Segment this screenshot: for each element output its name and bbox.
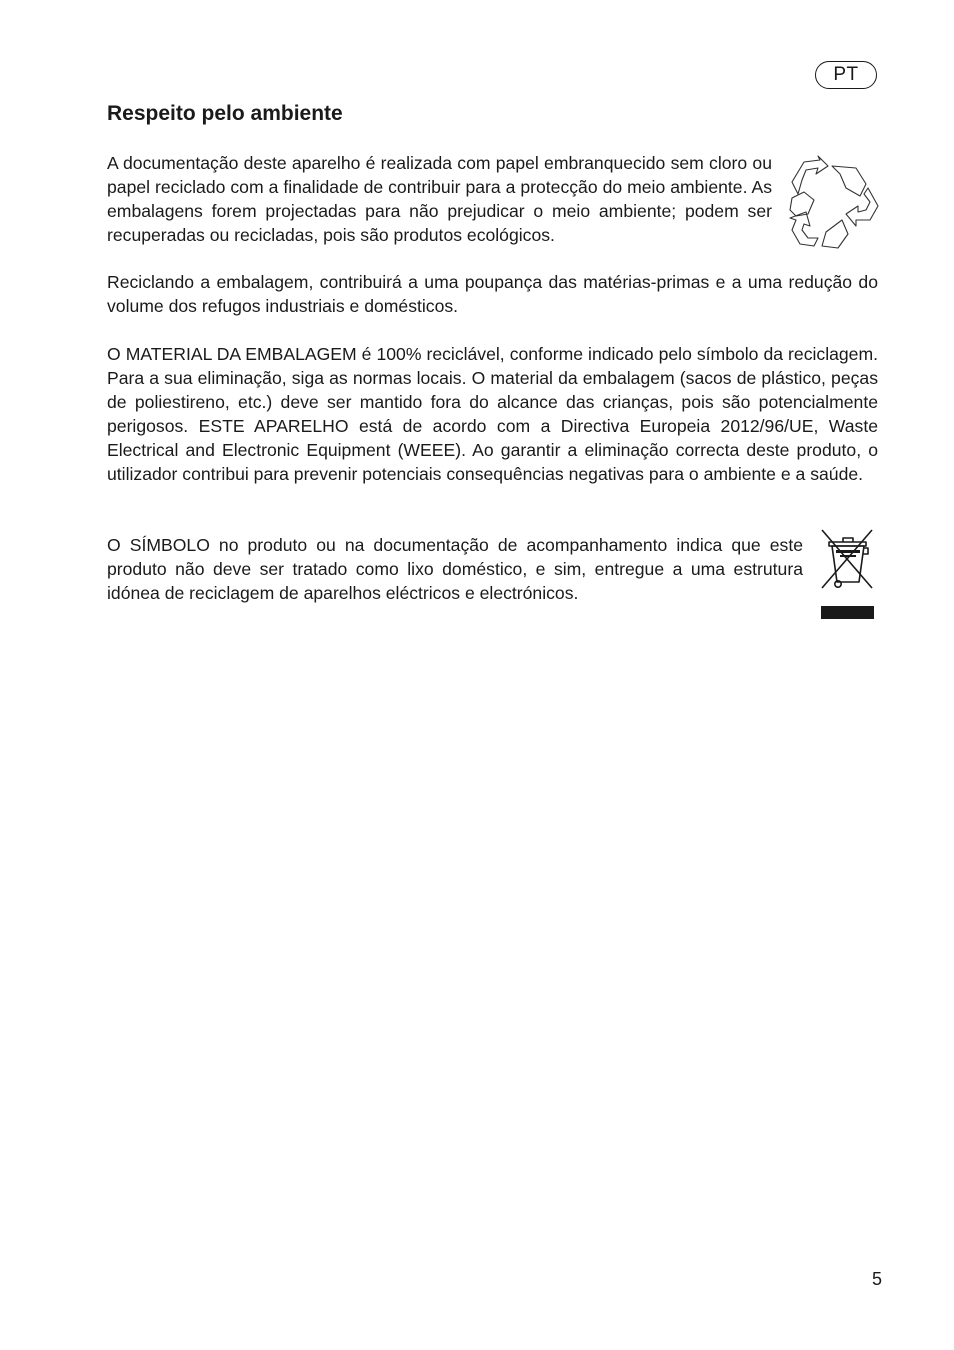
paragraph-packaging: Reciclando a embalagem, contribuirá a uma poupança das matérias-primas e a uma redução do volume dos refugos industriais e domésticos. [107, 272, 878, 316]
paragraph-symbol: O SÍMBOLO no produto ou na documentação de acompanhamento indica que este produto não deve ser tratado como lixo doméstico, e sim, entregue a uma estrutura idónea de reciclagem de aparelhos eléctricos e electrónicos. [107, 535, 803, 603]
paragraph-material: O MATERIAL DA EMBALAGEM é 100% reciclável, conforme indicado pelo símbolo da reciclagem. Para a sua eliminação, siga as normas locais. O material da embalagem (sacos de plástico, peças de poliestireno, etc.) deve ser mantido fora do alcance das crianças, pois são potencialmente perigosos. ESTE APARELHO está de acordo com a Directiva Europeia 2012/96/UE, Waste Electrical and Electronic Equipment (WEEE). Ao garantir a eliminação correcta deste produto, o utilizador contribui para prevenir potenciais consequências negativas para o ambiente e a saúde. [107, 344, 878, 484]
paragraph-documentation: A documentação deste aparelho é realizada com papel embranquecido sem cloro ou papel reciclado com a finalidade de contribuir para a protecção do meio ambiente. As embalagens forem projectadas para não prejudicar o meio ambiente; podem ser recuperadas ou recicladas, pois são produtos ecológicos. [107, 153, 772, 245]
crossed-out-wheelie-bin-icon [818, 526, 876, 622]
recycle-icon [784, 154, 882, 252]
language-badge: PT [815, 61, 877, 89]
page-number: 5 [872, 1269, 883, 1289]
page-title: Respeito pelo ambiente [107, 102, 343, 125]
